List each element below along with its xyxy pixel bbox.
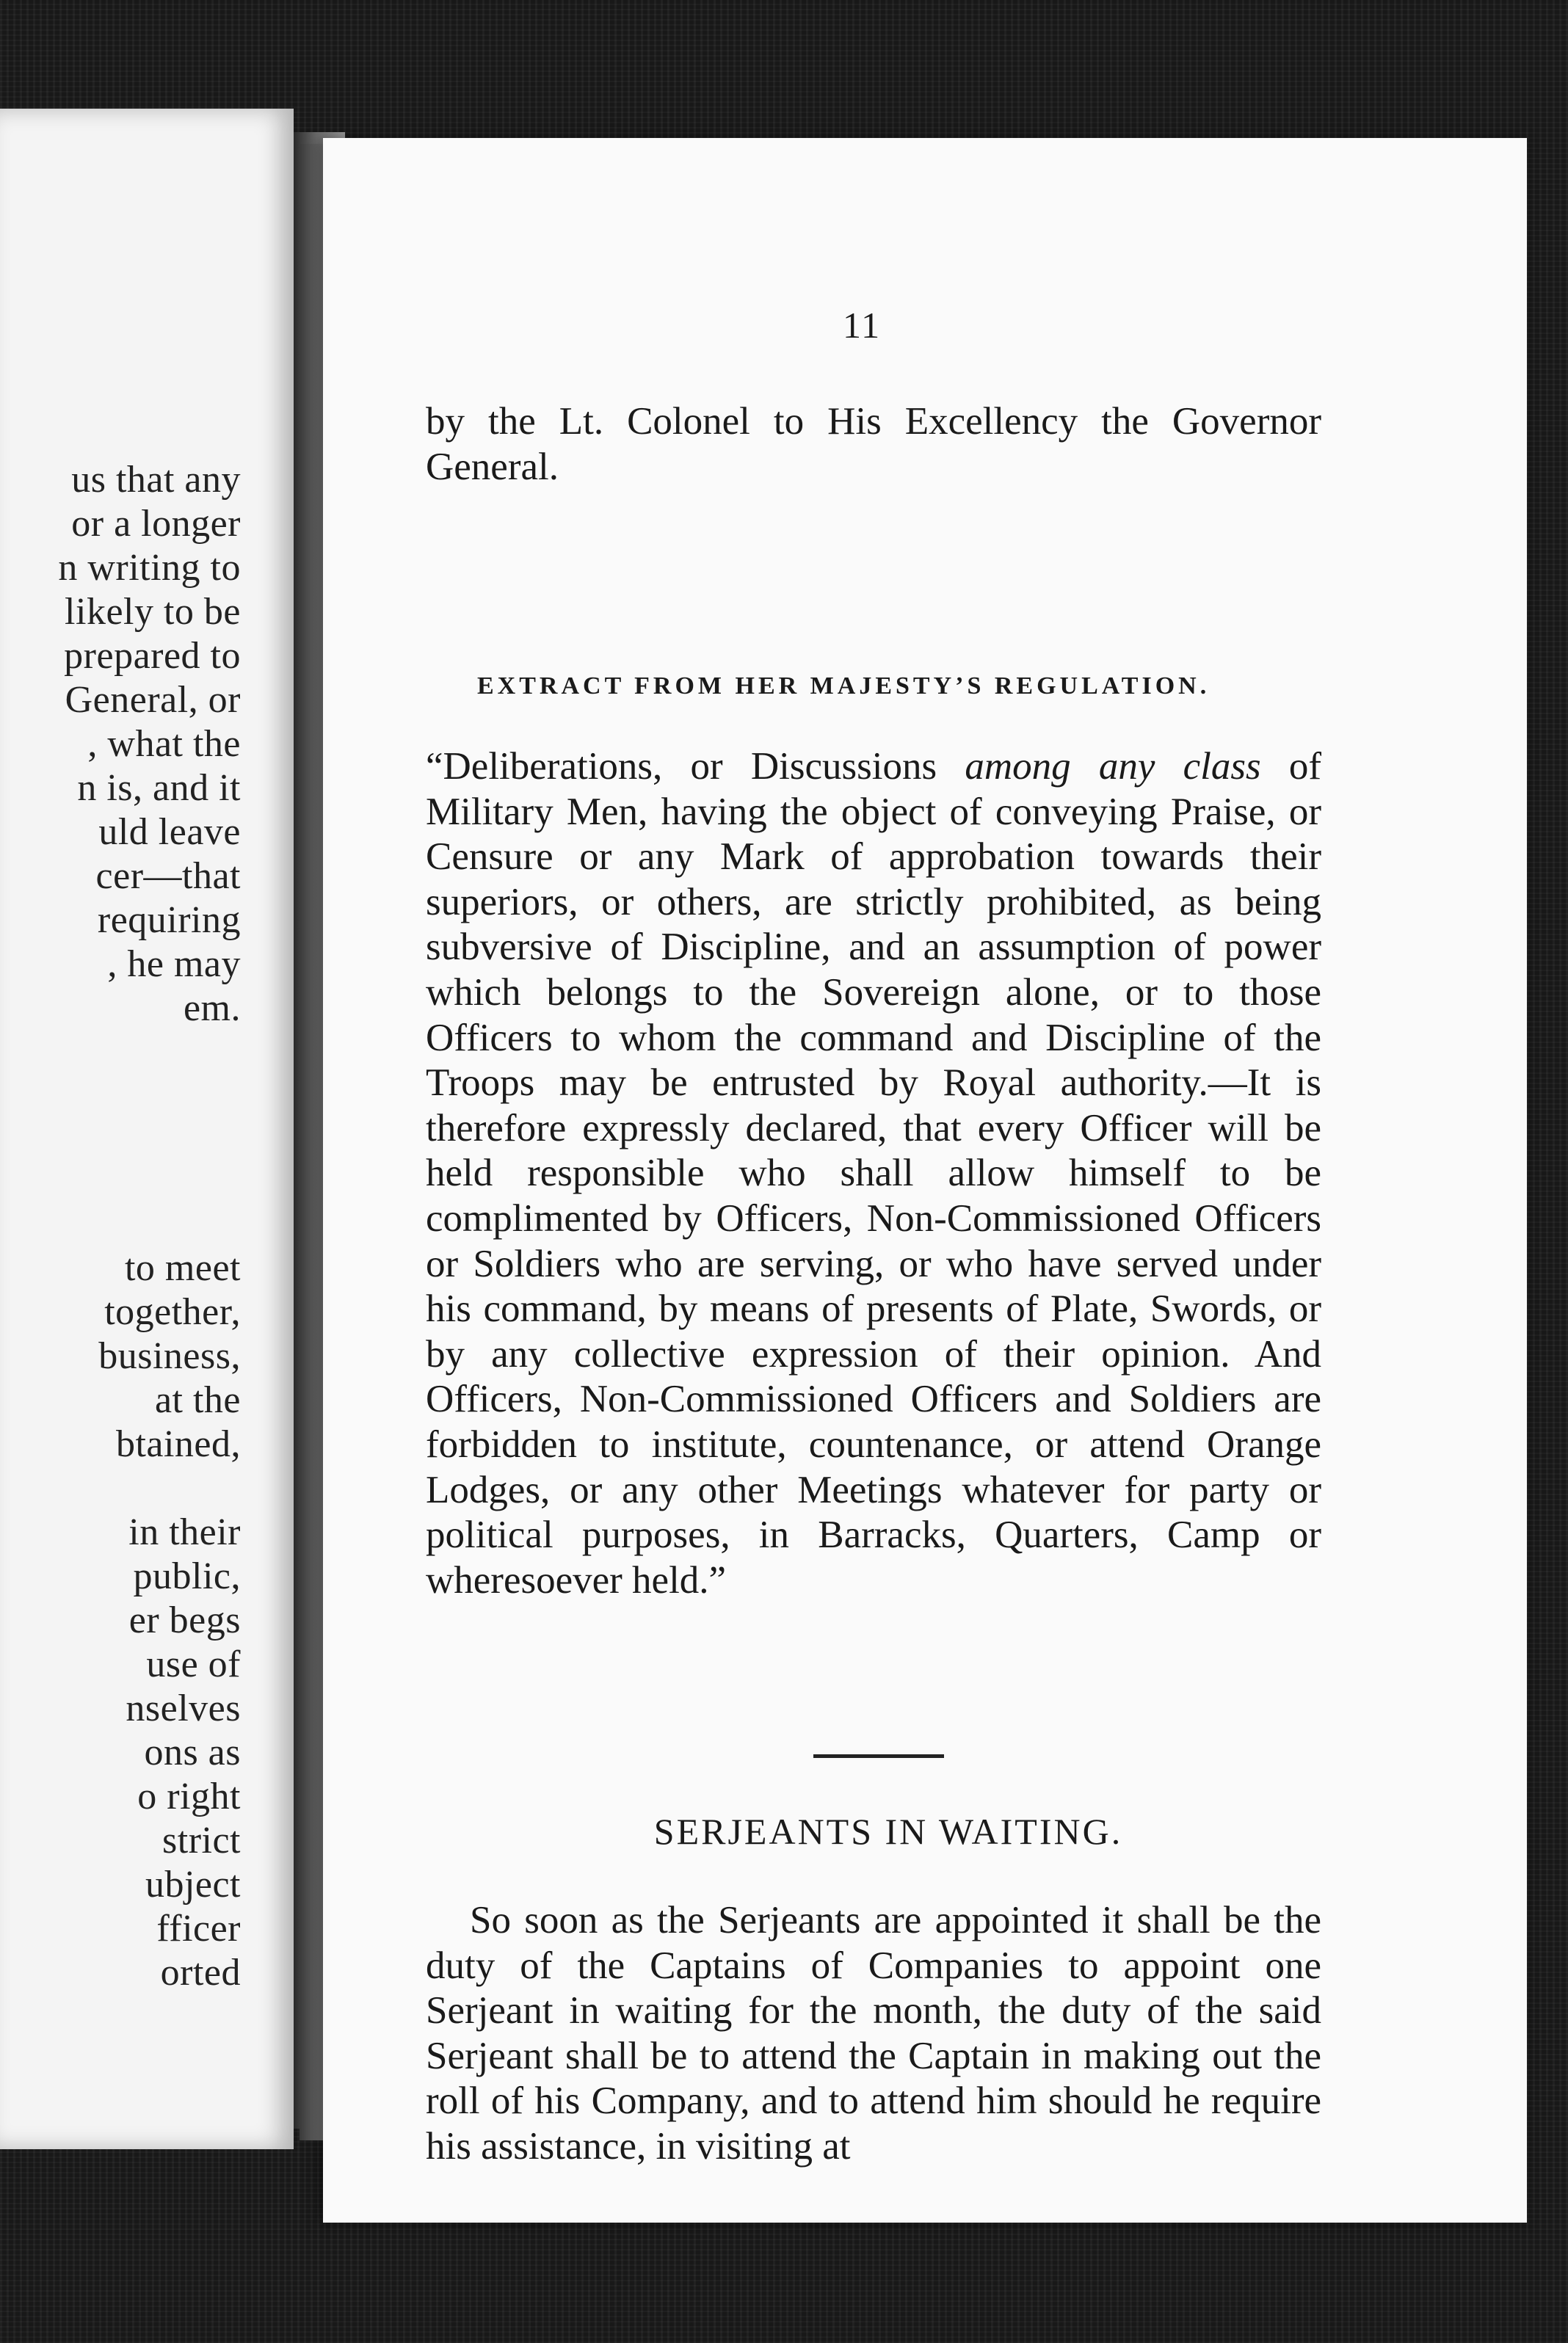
left-page-line: or a longer (71, 503, 241, 545)
section-title: SERJEANTS IN WAITING. (653, 1811, 1123, 1852)
regulation-quote (426, 744, 1321, 1603)
left-page-line: ubject (145, 1864, 241, 1906)
left-page-line: strict (162, 1820, 241, 1861)
left-page-line: n is, and it (77, 767, 241, 809)
left-page-line: use of (146, 1643, 241, 1685)
intro-paragraph: by the Lt. Colonel to His Excellency the Governor General. (426, 400, 1321, 488)
quote-opening: “Deliberations, or Discussions (426, 745, 965, 788)
quote-emphasis: among any class (965, 745, 1261, 788)
left-page-line: together, (104, 1291, 241, 1333)
left-page-line: er begs (128, 1599, 241, 1641)
page-number: 11 (843, 305, 882, 346)
previous-page (0, 109, 294, 2149)
left-page-line: btained, (115, 1423, 241, 1465)
left-page-line: to meet (124, 1247, 241, 1289)
left-page-line: likely to be (65, 591, 241, 633)
left-page-line: at the (154, 1379, 241, 1421)
left-page-line: n writing to (58, 547, 241, 589)
left-page-line: cer—that (95, 855, 241, 897)
left-page-line: orted (160, 1952, 241, 1994)
left-page-line: fficer (156, 1908, 241, 1950)
left-page-line: General, or (65, 679, 241, 721)
extract-heading: EXTRACT FROM HER MAJESTY’S REGULATION. (477, 672, 1211, 700)
left-page-line: em. (183, 987, 241, 1029)
left-page-line: public, (133, 1555, 241, 1597)
current-page (323, 138, 1527, 2223)
left-page-line: uld leave (98, 811, 241, 853)
left-page-line: ons as (144, 1732, 241, 1773)
section-divider (813, 1754, 944, 1758)
left-page-line: us that any (71, 459, 241, 501)
quote-body: of Military Men, having the object of conveying Praise, or Censure or any Mark of approbation towards their superiors, or others, are strictly prohibited, as being subversive of Discipline, and an assumption of power which belongs to the Sovereign alone, or to those Officers to whom the command and Discipline of the Troops may be entrusted by Royal authority.—It is therefore expressly declared, that every Officer will be held responsible who shall allow himself to be complimented by Officers, Non-Commissioned Officers or Soldiers who are serving, or who have served under his command, by means of presents of Plate, Swords, or by any collective expression of their opinion. And Officers, Non-Commissioned Officers and Soldiers are forbidden to institute, countenance, or attend Orange Lodges, or any other Meetings whatever for party or political purposes, in Barracks, Quarters, Camp or wheresoever held.” (426, 745, 1321, 1602)
left-page-line: business, (98, 1335, 241, 1377)
left-page-line: nselves (126, 1688, 241, 1729)
left-page-line: , what the (87, 723, 241, 765)
left-page-line: prepared to (64, 635, 241, 677)
left-page-line: in their (128, 1511, 241, 1553)
left-page-line: , he may (107, 943, 241, 985)
left-page-line: o right (137, 1776, 241, 1817)
left-page-line: requiring (97, 899, 241, 941)
serjeants-paragraph: So soon as the Serjeants are appointed it shall be the duty of the Captains of Companies to appoint one Serjeant in waiting for the month, the duty of the said Serjeant shall be to attend the Captain in making out the roll of his Company, and to attend him should he require his assistance, in visiting at (426, 1899, 1321, 2168)
